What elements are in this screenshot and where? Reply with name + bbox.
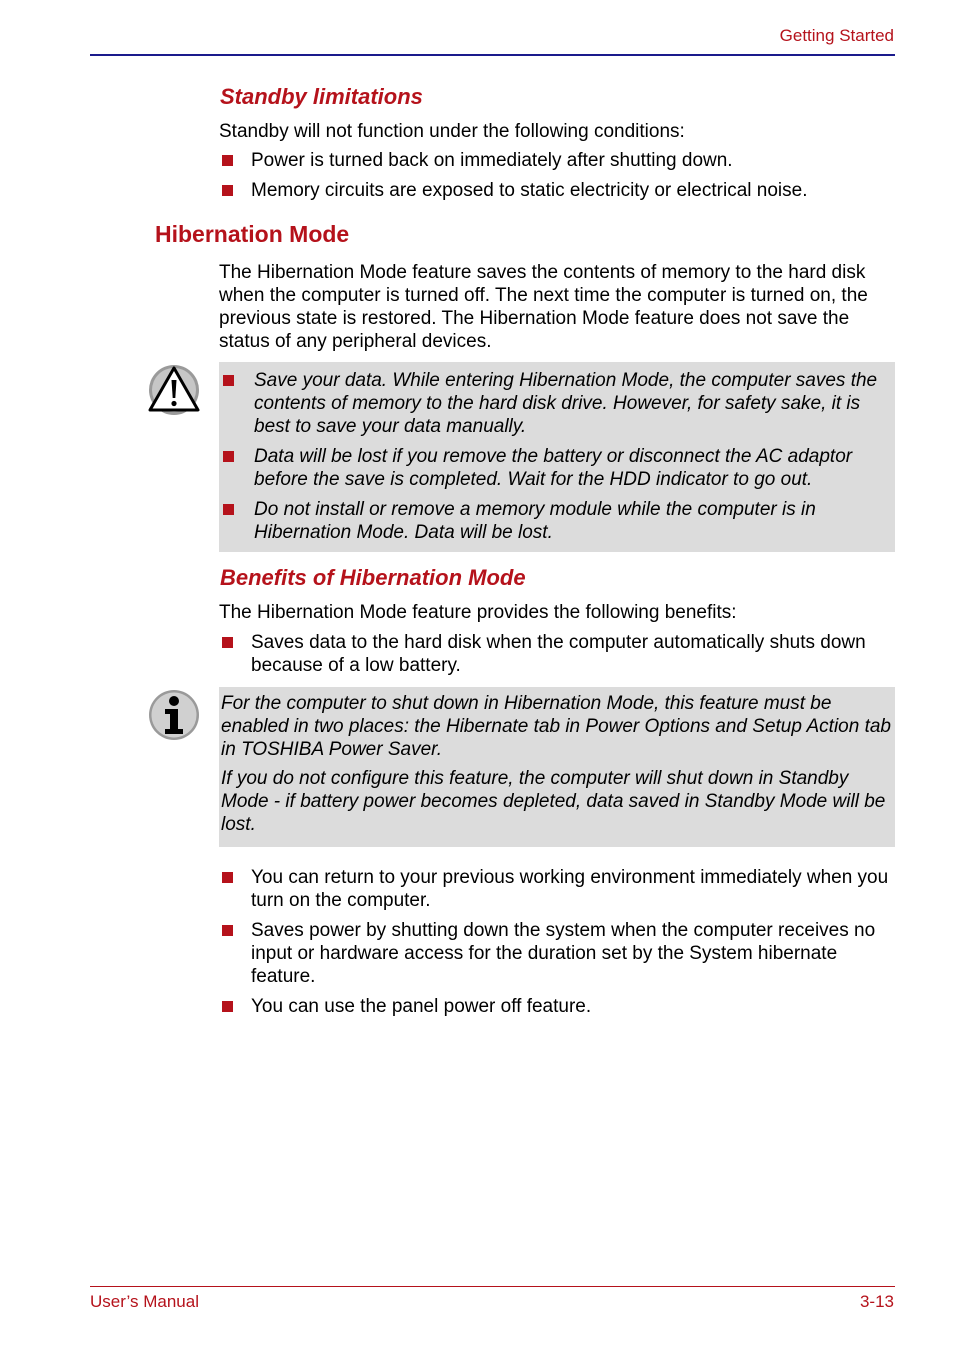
bullet-square-icon — [222, 637, 233, 648]
list-item: Memory circuits are exposed to static electricity or electrical noise. — [219, 179, 895, 202]
note-box — [219, 687, 895, 847]
bullet-square-icon — [222, 872, 233, 883]
bullet-square-icon — [222, 1001, 233, 1012]
list-item: Save your data. While entering Hibernation Mode, the computer saves the contents of memory to the hard disk drive. However, for safety sake, it is best to save your data manually. — [219, 369, 889, 438]
list-item: Do not install or remove a memory module while the computer is in Hibernation Mode. Data will be lost. — [219, 498, 889, 544]
footer-manual-title: User’s Manual — [90, 1292, 199, 1311]
hibernation-mode-paragraph: The Hibernation Mode feature saves the contents of memory to the hard disk when the computer is turned off. The next time the computer is turned on, the previous state is restored. The Hibernation Mode feature does not save the status of any peripheral devices. — [219, 262, 868, 352]
bullet-square-icon — [223, 375, 234, 386]
header-rule — [90, 54, 895, 56]
list-item: Saves data to the hard disk when the computer automatically shuts down because of a low battery. — [219, 631, 879, 677]
warning-triangle-icon — [147, 363, 201, 417]
list-item: Saves power by shutting down the system when the computer receives no input or hardware access for the duration set by the System hibernate feature. — [219, 919, 895, 988]
running-header-title: Getting Started — [779, 26, 894, 45]
standby-limitations-list — [219, 149, 895, 202]
benefits-intro: The Hibernation Mode feature provides the following benefits: — [219, 602, 737, 623]
list-item: Data will be lost if you remove the battery or disconnect the AC adaptor before the save is completed. Wait for the HDD indicator to go out. — [219, 445, 889, 491]
info-icon — [148, 689, 200, 741]
footer-rule — [90, 1286, 895, 1287]
bullet-square-icon — [222, 925, 233, 936]
benefits-heading: Benefits of Hibernation Mode — [220, 565, 526, 590]
benefits-list-b — [219, 866, 895, 1018]
standby-limitations-intro: Standby will not function under the following conditions: — [219, 121, 685, 142]
bullet-square-icon — [222, 185, 233, 196]
list-item: Power is turned back on immediately after shutting down. — [219, 149, 895, 172]
list-item: You can return to your previous working environment immediately when you turn on the computer. — [219, 866, 895, 912]
hibernation-mode-heading: Hibernation Mode — [155, 221, 350, 247]
note-paragraph: If you do not configure this feature, the computer will shut down in Standby Mode - if battery power becomes depleted, data saved in Standby Mode will be lost. — [221, 768, 886, 835]
list-item: You can use the panel power off feature. — [219, 995, 895, 1018]
page-number: 3-13 — [859, 1292, 894, 1311]
bullet-square-icon — [222, 155, 233, 166]
benefits-list-a — [219, 631, 879, 677]
standby-limitations-heading: Standby limitations — [220, 84, 423, 109]
caution-list — [219, 369, 889, 544]
caution-box — [219, 362, 895, 552]
note-paragraph: For the computer to shut down in Hibernation Mode, this feature must be enabled in two places: the Hibernate tab in Power Options and Setup Action tab in TOSHIBA Power Saver. — [221, 693, 892, 760]
bullet-square-icon — [223, 451, 234, 462]
bullet-square-icon — [223, 504, 234, 515]
